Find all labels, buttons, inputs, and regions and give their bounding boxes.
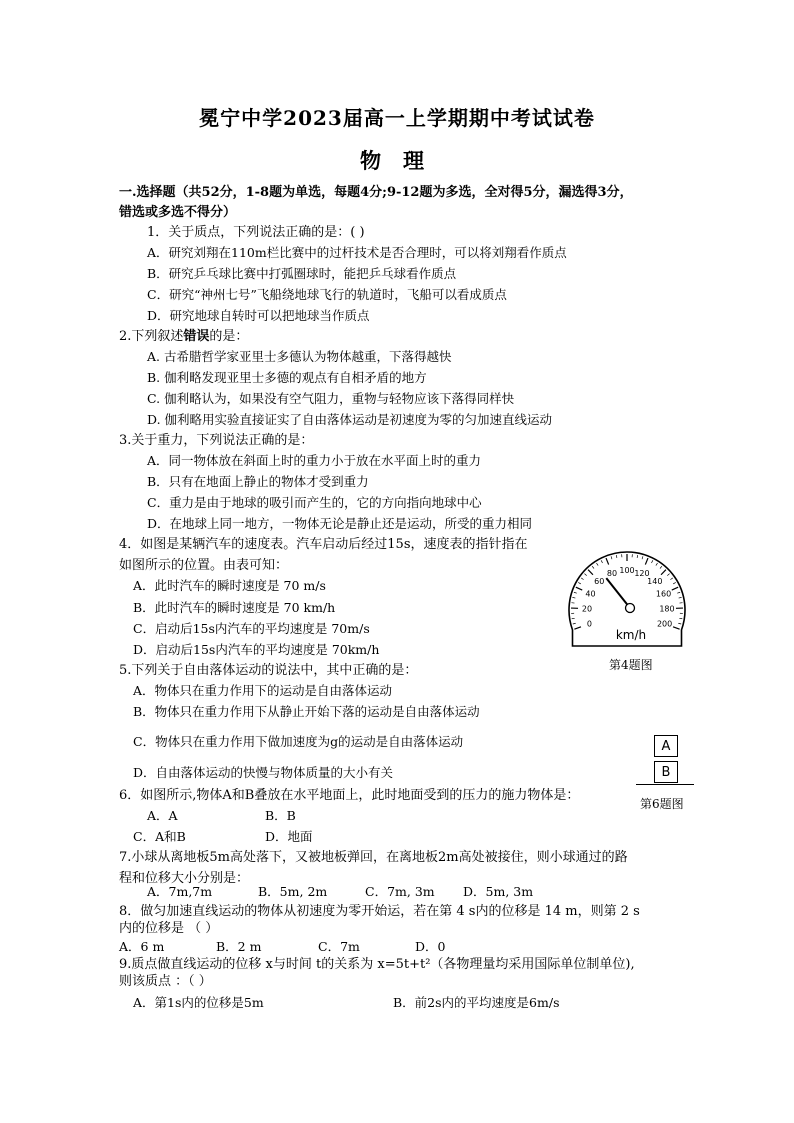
- speedometer-tick: [576, 587, 582, 590]
- block-b: B: [654, 761, 678, 783]
- speedometer-tick-label: 140: [647, 577, 663, 587]
- speedometer-tick: [574, 627, 581, 629]
- q2-option-d: D. 伽利略用实验直接证实了自由落体运动是初速度为零的匀加速直线运动: [147, 412, 553, 427]
- speedometer-tick: [651, 560, 652, 563]
- q4-option-b: B．此时汽车的瞬时速度是 70 km/h: [133, 600, 336, 615]
- section-heading-line1: 一.选择题（共52分，1-8题为单选，每题4分;9-12题为多选，全对得5分，漏选得3分，: [119, 185, 633, 200]
- speedometer-tick: [667, 574, 669, 576]
- speedometer-tick-label: 100: [619, 566, 635, 575]
- q4-option-a: A．此时汽车的瞬时速度是 70 m/s: [133, 578, 326, 593]
- q4-figure-caption: 第4题图: [609, 658, 653, 672]
- speedometer-tick-label: 60: [594, 577, 605, 587]
- speedometer-tick: [660, 566, 662, 568]
- q6-figure-caption: 第6题图: [640, 797, 684, 811]
- q1-option-c: C．研究“神州七号”飞船绕地球飞行的轨道时，飞船可以看成质点: [147, 287, 507, 302]
- q7-option-d: D．5m, 3m: [463, 884, 534, 899]
- q4-option-c: C．启动后15s内汽车的平均速度是 70m/s: [133, 621, 370, 636]
- q7-option-b: B．5m, 2m: [258, 884, 328, 899]
- speedometer-tick: [572, 597, 575, 598]
- speedometer-tick: [679, 597, 682, 598]
- q3-option-a: A．同一物体放在斜面上时的重力小于放在水平面上时的重力: [147, 453, 482, 468]
- q8-option-c: C．7m: [318, 939, 360, 954]
- q5-stem: 5.下列关于自由落体运动的说法中，其中正确的是：: [119, 663, 418, 678]
- section-heading-line2: 错选或多选不得分）: [119, 205, 237, 220]
- q2-option-c: C. 伽利略认为，如果没有空气阻力，重物与轻物应该下落得同样快: [147, 391, 515, 406]
- q6-option-d: D．地面: [265, 829, 313, 844]
- speedometer-tick: [661, 570, 666, 575]
- speedometer-tick: [573, 623, 576, 624]
- q8-stem-line2: 内的位移是 （ ）: [119, 921, 219, 936]
- speedometer-tick: [592, 566, 594, 568]
- q6-option-b: B．B: [265, 808, 296, 823]
- speedometer-tick: [673, 627, 680, 629]
- q3-option-c: C．重力是由于地球的吸引而产生的，它的方向指向地球中心: [147, 495, 482, 510]
- speedometer-tick-label: 200: [656, 619, 673, 629]
- speedometer-tick: [672, 587, 678, 590]
- q7-option-c: C．7m, 3m: [365, 884, 435, 899]
- q2-stem-bold: 错误: [183, 329, 210, 344]
- q6-option-a: A．A: [147, 808, 178, 823]
- speedometer-tick-label: 180: [659, 604, 675, 614]
- q7-option-a: A．7m,7m: [147, 884, 213, 899]
- speedometer-tick: [642, 556, 643, 559]
- q8-option-d: D．0: [415, 939, 446, 954]
- q3-stem: 3.关于重力，下列说法正确的是：: [119, 433, 314, 448]
- speedometer-tick: [597, 563, 599, 566]
- speedometer-tick: [656, 563, 658, 566]
- speedometer-tick: [581, 578, 583, 580]
- q8-option-a: A．6 m: [119, 939, 165, 954]
- speedometer-tick: [637, 555, 638, 558]
- q5-option-a: A．物体只在重力作用下的运动是自由落体运动: [133, 683, 393, 698]
- speedometer-tick: [645, 558, 648, 564]
- speedometer-tick: [677, 592, 680, 593]
- q3-option-d: D．在地球上同一地方，一物体无论是静止还是运动，所受的重力相同: [147, 516, 533, 531]
- q2-stem: [119, 330, 248, 343]
- speedometer-tick-label: 80: [606, 568, 618, 578]
- speedometer-tick: [673, 582, 676, 583]
- q1-option-a: A．研究刘翔在110m栏比赛中的过杆技术是否合理时，可以将刘翔看作质点: [147, 245, 567, 260]
- q7-stem-line1: 7.小球从离地板5m高处落下，又被地板弹回，在离地板2m高处被接住，则小球通过的路: [119, 850, 628, 865]
- q8-option-b: B．2 m: [216, 939, 262, 954]
- speedometer-hub: [626, 604, 635, 613]
- q9-option-a: A．第1s内的位移是5m: [133, 995, 264, 1010]
- q4-stem-line1: 4．如图是某辆汽车的速度表。汽车启动后经过15s，速度表的指针指在: [119, 537, 528, 552]
- q8-stem-line1: 8．做匀加速直线运动的物体从初速度为零开始运，若在第 4 s内的位移是 14 m，则第 2 s: [119, 904, 640, 919]
- block-a: A: [654, 735, 678, 757]
- q1-option-b: B．研究乒乓球比赛中打弧圈球时，能把乒乓球看作质点: [147, 266, 457, 281]
- q9-stem-line1: 9.质点做直线运动的位移 x与时间 t的关系为 x=5t+t²（各物理量均采用国际单位制单位),: [119, 957, 635, 972]
- q6-option-c: C．A和B: [133, 829, 186, 844]
- speedometer-tick: [616, 555, 617, 558]
- speedometer-unit: km/h: [615, 628, 647, 642]
- q4-stem-line2: 如图所示的位置。由表可知：: [119, 558, 289, 573]
- q9-option-b: B．前2s内的平均速度是6m/s: [393, 995, 560, 1010]
- speedometer-labels: [582, 566, 675, 629]
- speedometer-tick-label: 40: [585, 589, 596, 599]
- q1-option-d: D．研究地球自转时可以把地球当作质点: [147, 308, 370, 323]
- q2-stem-post: 的是：: [209, 329, 249, 344]
- speedometer-tick: [611, 556, 612, 559]
- q1-stem: 1．关于质点，下列说法正确的是：( ): [147, 225, 365, 240]
- speedometer-tick: [678, 623, 681, 624]
- speedometer-tick: [578, 582, 581, 583]
- ground-line: [636, 784, 694, 785]
- speedometer-tick-label: 0: [586, 619, 592, 629]
- q3-option-b: B．只有在地面上静止的物体才受到重力: [147, 474, 369, 489]
- speedometer-tick-label: 160: [655, 589, 672, 599]
- speedometer-tick: [584, 574, 586, 576]
- q6-stem: 6．如图所示,物体A和B叠放在水平地面上，此时地面受到的压力的施力物体是：: [119, 788, 580, 803]
- speedometer-tick-label: 20: [581, 604, 593, 614]
- exam-title: 冕宁中学2023届高一上学期期中考试试卷: [199, 106, 595, 130]
- speedometer-tick: [588, 570, 593, 575]
- subject-title: 物理: [360, 148, 446, 173]
- q2-option-b: B. 伽利略发现亚里士多德的观点有自相矛盾的地方: [147, 370, 427, 385]
- speedometer-tick-label: 120: [634, 568, 650, 578]
- speedometer-tick: [601, 560, 602, 563]
- speedometer-tick: [574, 592, 577, 593]
- q5-option-d: D．自由落体运动的快慢与物体质量的大小有关: [133, 765, 394, 780]
- q9-stem-line2: 则该质点 ：（ ）: [119, 974, 212, 989]
- speedometer-needle: [606, 578, 630, 608]
- q4-option-d: D．启动后15s内汽车的平均速度是 70km/h: [133, 642, 380, 657]
- q2-stem-pre: 2.下列叙述: [119, 329, 184, 344]
- q5-option-c: C．物体只在重力作用下做加速度为g的运动是自由落体运动: [133, 734, 464, 749]
- speedometer-tick: [670, 578, 672, 580]
- q7-stem-line2: 程和位移大小分别是：: [119, 871, 250, 886]
- q2-option-a: A. 古希腊哲学家亚里士多德认为物体越重，下落得越快: [147, 349, 452, 364]
- q5-option-b: B．物体只在重力作用下从静止开始下落的运动是自由落体运动: [133, 704, 480, 719]
- speedometer-figure: [562, 548, 692, 650]
- speedometer-tick: [606, 558, 609, 564]
